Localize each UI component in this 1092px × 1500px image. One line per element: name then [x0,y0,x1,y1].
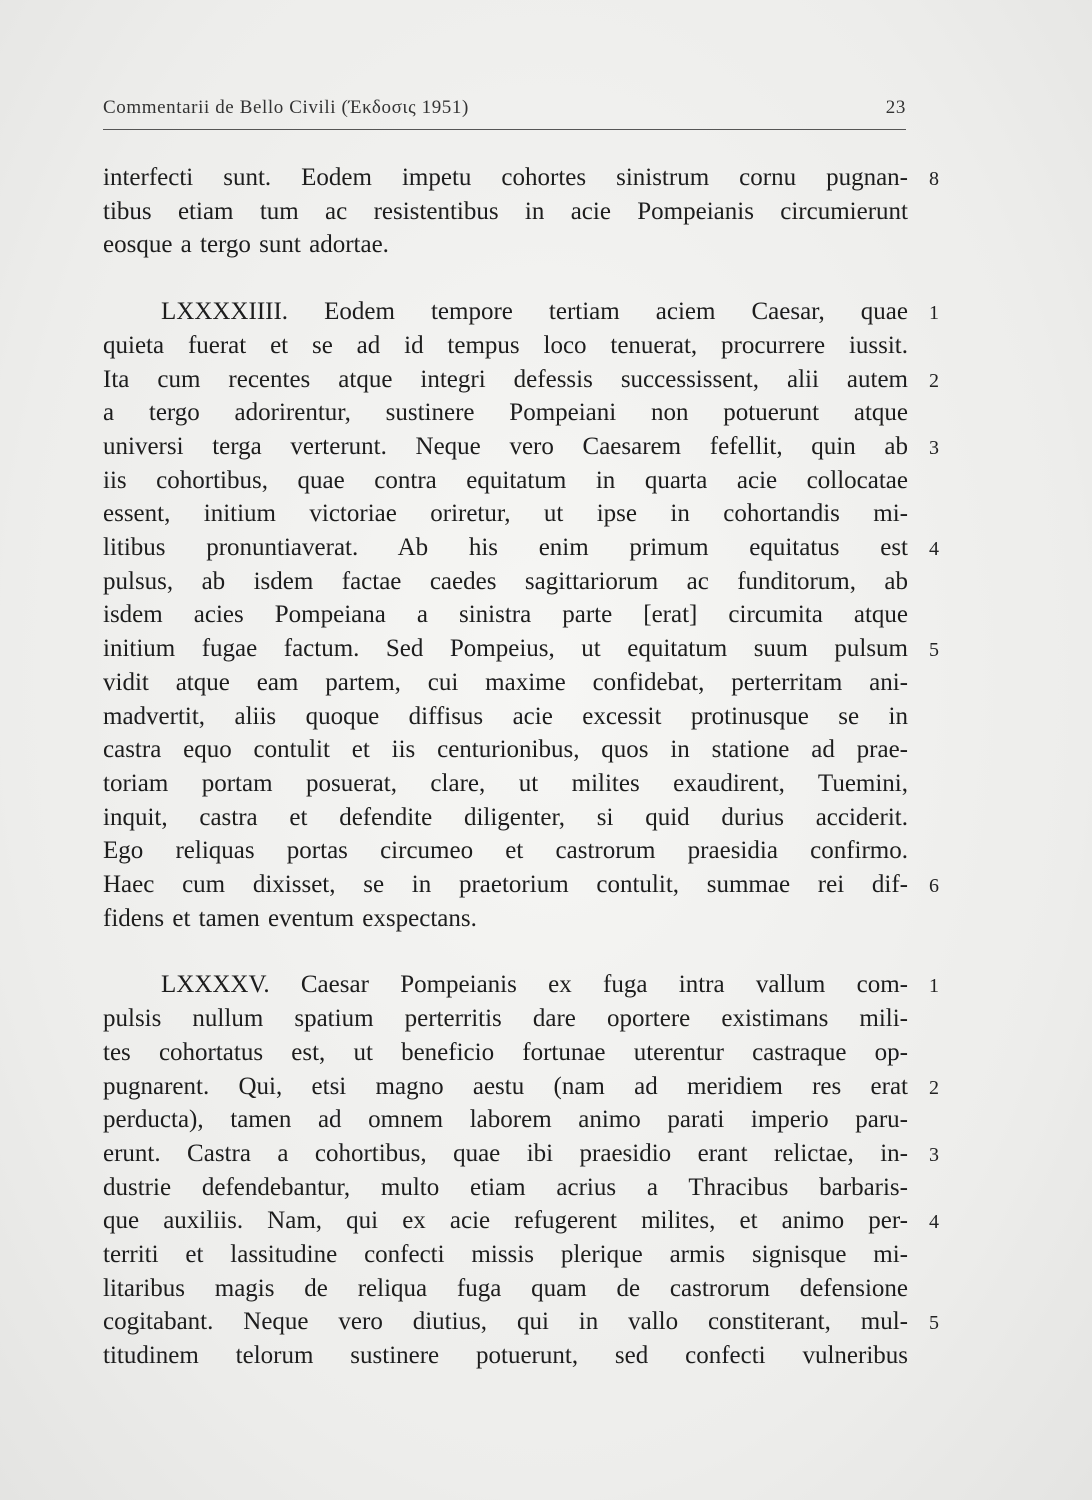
margin-section-number: 5 [929,639,939,662]
text-line-content: territi et lassitudine confecti missis plerique armis signisque mi- [103,1241,908,1268]
text-line-content: Ita cum recentes atque integri defessis successissent, alii autem [103,365,908,393]
margin-section-number: 1 [929,302,939,325]
text-line-content: tibus etiam tum ac resistentibus in acie Pompeianis circumierunt [103,197,908,225]
text-line-content: interfecti sunt. Eodem impetu cohortes sinistrum cornu pugnan- [103,164,908,191]
margin-section-number: 8 [929,168,939,190]
text-line [103,1339,908,1372]
text-line [103,733,908,766]
text-line [103,363,908,396]
text-line [103,801,908,834]
margin-section-number [924,668,944,701]
margin-section-number: 6 [929,875,939,897]
text-line [103,1272,908,1305]
text-line-content: eosque a tergo sunt adortae. [103,231,389,259]
text-line [103,228,908,261]
text-line-content: tes cohortatus est, ut beneficio fortunae uterentur castraque op- [103,1038,908,1066]
text-line-content: isdem acies Pompeiana a sinistra parte [erat] circumita atque [103,601,908,629]
text-line [103,868,908,901]
text-line-content: titudinem telorum sustinere potuerunt, sed confecti vulneribus [103,1342,908,1370]
text-line [103,195,908,228]
margin-section-number [924,398,944,431]
margin-section-number: 3 [929,1143,939,1166]
text-line [103,666,908,699]
text-line [103,531,908,564]
text-line [103,1070,908,1103]
text-line [103,1103,908,1136]
text-line [103,968,908,1001]
margin-section-number [924,197,944,230]
header-rule [103,129,906,130]
margin-section-number [924,499,944,532]
margin-section-number: 2 [929,369,939,392]
text-line-content: pulsus, ab isdem factae caedes sagittariorum ac funditorum, ab [103,567,908,595]
text-line-content: Ego reliquas portas circumeo et castrorum praesidia confirmo. [103,837,908,865]
margin-section-number: 3 [929,436,939,459]
text-line [103,598,908,631]
text-line [103,834,908,867]
margin-section-number [924,567,944,600]
text-line [103,1036,908,1069]
text-line [103,1238,908,1271]
margin-section-number: 4 [929,1211,939,1234]
margin-section-number [924,1173,944,1206]
text-line-content: erunt. Castra a cohortibus, quae ibi praesidio erant relictae, in- [103,1139,908,1167]
margin-section-number [924,1105,944,1138]
text-line-content: cogitabant. Neque vero diutius, qui in vallo constiterant, mul- [103,1308,908,1336]
margin-section-number [924,836,944,869]
text-line-content: essent, initium victoriae oriretur, ut ipse in cohortandis mi- [103,500,908,528]
text-line-content: perducta), tamen ad omnem laborem animo parati imperio paru- [103,1106,908,1134]
running-title: Commentarii de Bello Civili (Έκδοσις 1951) [103,97,469,118]
margin-section-number [924,230,944,263]
text-line [103,497,908,530]
text-line-content: que auxiliis. Nam, qui ex acie refugerent milites, et animo per- [103,1207,908,1235]
text-line-content: iis cohortibus, quae contra equitatum in quarta acie collocatae [103,466,908,494]
margin-section-number [924,1240,944,1273]
text-line-content: fidens et tamen eventum exspectans. [103,904,477,932]
margin-section-number: 1 [929,975,939,998]
text-line [103,565,908,598]
text-line [103,1002,908,1035]
margin-section-number [924,702,944,735]
text-line [103,161,908,194]
margin-section-number [924,331,944,364]
text-line-content: inquit, castra et defendite diligenter, si quid durius acciderit. [103,803,908,831]
text-line-content: initium fugae factum. Sed Pompeius, ut equitatum suum pulsum [103,635,908,663]
text-line-content: pulsis nullum spatium perterritis dare oportere existimans mili- [103,1005,908,1033]
text-line [103,1137,908,1170]
margin-section-number: 4 [929,538,939,560]
margin-section-number [924,735,944,768]
margin-section-number [924,769,944,802]
text-line [103,329,908,362]
margin-section-number [924,904,944,937]
text-line [103,767,908,800]
text-line-content: castra equo contulit et iis centurionibus, quos in statione ad prae- [103,736,908,764]
text-line-content: litibus pronuntiaverat. Ab his enim primum equitatus est [103,534,908,561]
text-line [103,1305,908,1338]
text-line-content: litaribus magis de reliqua fuga quam de castrorum defensione [103,1274,908,1302]
margin-section-number [924,1341,944,1374]
text-line [103,430,908,463]
text-line [103,396,908,429]
margin-section-number [924,1274,944,1307]
text-line-content: Haec cum dixisset, se in praetorium contulit, summae rei dif- [103,871,908,898]
margin-section-number [924,466,944,499]
margin-section-number: 2 [929,1076,939,1099]
text-line-content: dustrie defendebantur, multo etiam acrius a Thracibus barbaris- [103,1173,908,1201]
margin-section-number [924,1004,944,1037]
text-line-content: madvertit, aliis quoque diffisus acie excessit protinusque se in [103,702,908,730]
text-line-content: toriam portam posuerat, clare, ut milites exaudirent, Tuemini, [103,769,908,797]
margin-section-number: 5 [929,1312,939,1335]
text-line [103,295,908,328]
text-line [103,700,908,733]
text-line-content: vidit atque eam partem, cui maxime confidebat, perterritam ani- [103,668,908,696]
text-line [103,902,908,935]
margin-section-number [924,803,944,836]
text-line [103,1204,908,1237]
text-line [103,1171,908,1204]
page-number: 23 [885,97,906,118]
text-line-content: universi terga verterunt. Neque vero Caesarem fefellit, quin ab [103,432,908,460]
text-line-content: LXXXXV. Caesar Pompeianis ex fuga intra vallum com- [161,971,908,999]
text-line-content: LXXXXIIII. Eodem tempore tertiam aciem Caesar, quae [161,298,908,326]
text-line [103,464,908,497]
margin-section-number [924,1038,944,1071]
text-line-content: pugnarent. Qui, etsi magno aestu (nam ad meridiem res erat [103,1072,908,1100]
running-header [103,97,906,119]
text-line [103,632,908,665]
text-line-content: quieta fuerat et se ad id tempus loco tenuerat, procurrere iussit. [103,331,908,359]
margin-section-number [924,600,944,633]
text-line-content: a tergo adorirentur, sustinere Pompeiani non potuerunt atque [103,399,908,427]
